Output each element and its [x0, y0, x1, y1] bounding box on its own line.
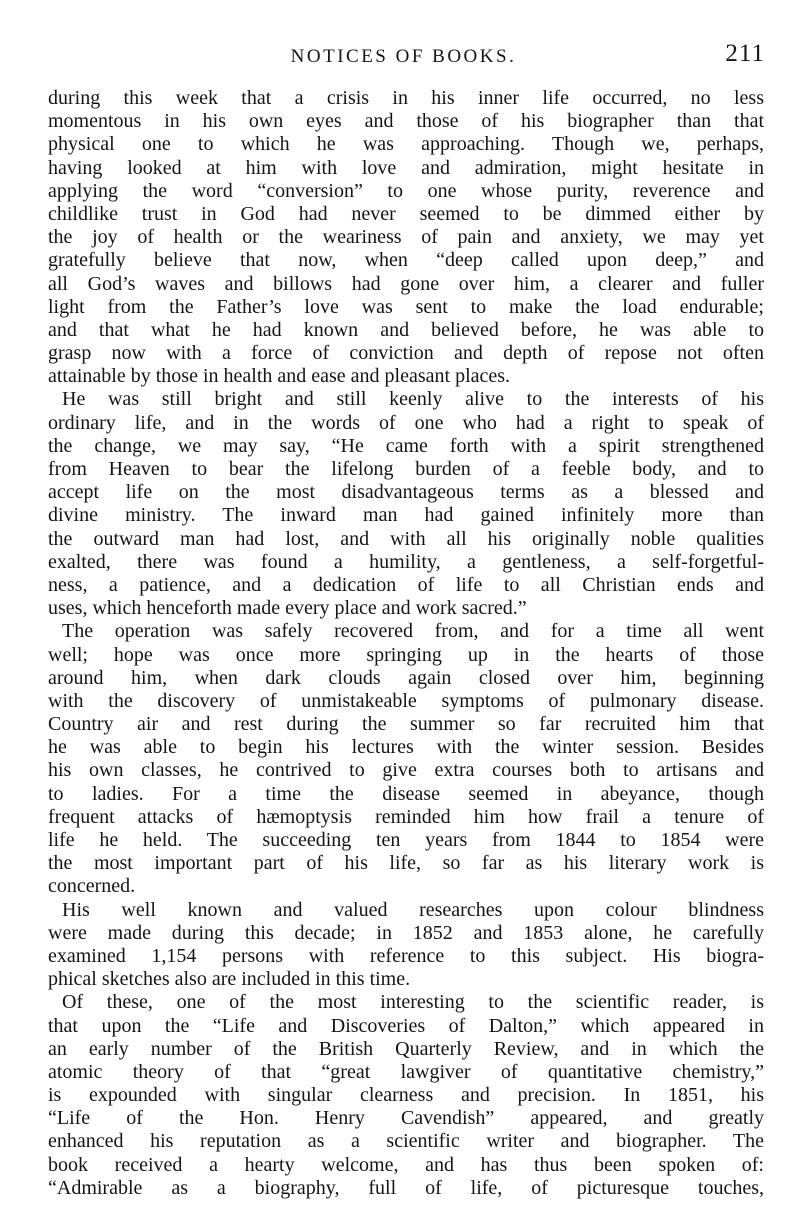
text-line: the change, we may say, “He came forth with a spirit strengthened — [48, 434, 764, 457]
page-number: 211 — [725, 40, 765, 67]
text-line: light from the Father’s love was sent to make the load endurable; — [48, 295, 764, 318]
text-line: “Life of the Hon. Henry Cavendish” appeared, and greatly — [48, 1107, 764, 1130]
text-line: book received a hearty welcome, and has thus been spoken of: — [48, 1153, 764, 1176]
text-line: enhanced his reputation as a scientific writer and biographer. The — [48, 1130, 764, 1153]
text-line: an early number of the British Quarterly Review, and in which the — [48, 1037, 764, 1060]
text-line: attainable by those in health and ease and pleasant places. — [48, 365, 511, 388]
paragraph-start-line: Of these, one of the most interesting to the scientific reader, is — [62, 991, 764, 1014]
text-line: “Admirable as a biography, full of life, of picturesque touches, — [48, 1176, 764, 1199]
text-line: having looked at him with love and admiration, might hesitate in — [48, 156, 764, 179]
text-line: atomic theory of that “great lawgiver of quantitative chemistry,” — [48, 1060, 764, 1083]
text-line: frequent attacks of hæmoptysis reminded him how frail a tenure of — [48, 805, 764, 828]
running-title: NOTICES OF BOOKS. — [290, 46, 517, 67]
paragraph-start-line: He was still bright and still keenly alive to the interests of his — [62, 388, 764, 411]
text-line: ness, a patience, and a dedication of life to all Christian ends and — [48, 573, 764, 596]
text-line: during this week that a crisis in his inner life occurred, no less — [48, 87, 764, 109]
text-line: grasp now with a force of conviction and depth of repose not often — [48, 342, 764, 365]
text-line: the outward man had lost, and with all his originally noble qualities — [48, 527, 764, 550]
text-line: exalted, there was found a humility, a gentleness, a self-forgetful- — [48, 550, 764, 573]
text-line: applying the word “conversion” to one whose purity, reverence and — [48, 179, 764, 202]
text-line: momentous in his own eyes and those of his biographer than that — [48, 110, 764, 133]
paragraph-start-line: The operation was safely recovered from, and for a time all went — [62, 620, 764, 643]
text-line: all God’s waves and billows had gone over him, a clearer and fuller — [48, 272, 764, 295]
text-line: to ladies. For a time the disease seemed in abeyance, though — [48, 782, 764, 805]
text-line: with the discovery of unmistakeable symptoms of pulmonary disease. — [48, 689, 764, 712]
text-line: life he held. The succeeding ten years from 1844 to 1854 were — [48, 829, 764, 851]
text-line: Country air and rest during the summer so far recruited him that — [48, 713, 764, 736]
text-line: and that what he had known and believed before, he was able to — [48, 318, 764, 341]
text-line: the most important part of his life, so far as his literary work is — [48, 852, 764, 875]
text-line: his own classes, he contrived to give extra courses both to artisans and — [48, 759, 764, 782]
text-line: were made during this decade; in 1852 and 1853 alone, he carefully — [48, 921, 764, 944]
text-line: uses, which henceforth made every place and work sacred.” — [48, 597, 527, 620]
body-text — [48, 87, 764, 1200]
text-line: that upon the “Life and Discoveries of Dalton,” which appeared in — [48, 1014, 764, 1037]
text-line: accept life on the most disadvantageous terms as a blessed and — [48, 481, 764, 504]
text-line: well; hope was once more springing up in the hearts of those — [48, 643, 764, 666]
text-line: gratefully believe that now, when “deep called upon deep,” and — [48, 249, 764, 272]
text-line: from Heaven to bear the lifelong burden of a feeble body, and to — [48, 458, 764, 480]
running-head — [0, 40, 807, 76]
text-line: concerned. — [48, 875, 136, 898]
text-line: childlike trust in God had never seemed to be dimmed either by — [48, 202, 764, 225]
text-line: he was able to begin his lectures with the winter session. Besides — [48, 736, 764, 759]
text-line: phical sketches also are included in this time. — [48, 968, 411, 991]
text-line: examined 1,154 persons with reference to this subject. His biogra- — [48, 944, 764, 967]
text-line: physical one to which he was approaching. Though we, perhaps, — [48, 133, 764, 156]
text-line: the joy of health or the weariness of pain and anxiety, we may yet — [48, 226, 764, 249]
text-line: divine ministry. The inward man had gained infinitely more than — [48, 504, 764, 527]
text-line: around him, when dark clouds again closed over him, beginning — [48, 666, 764, 689]
text-line: ordinary life, and in the words of one who had a right to speak of — [48, 411, 764, 434]
paragraph-start-line: His well known and valued researches upon colour blindness — [62, 898, 764, 921]
text-line: is expounded with singular clearness and precision. In 1851, his — [48, 1084, 764, 1107]
